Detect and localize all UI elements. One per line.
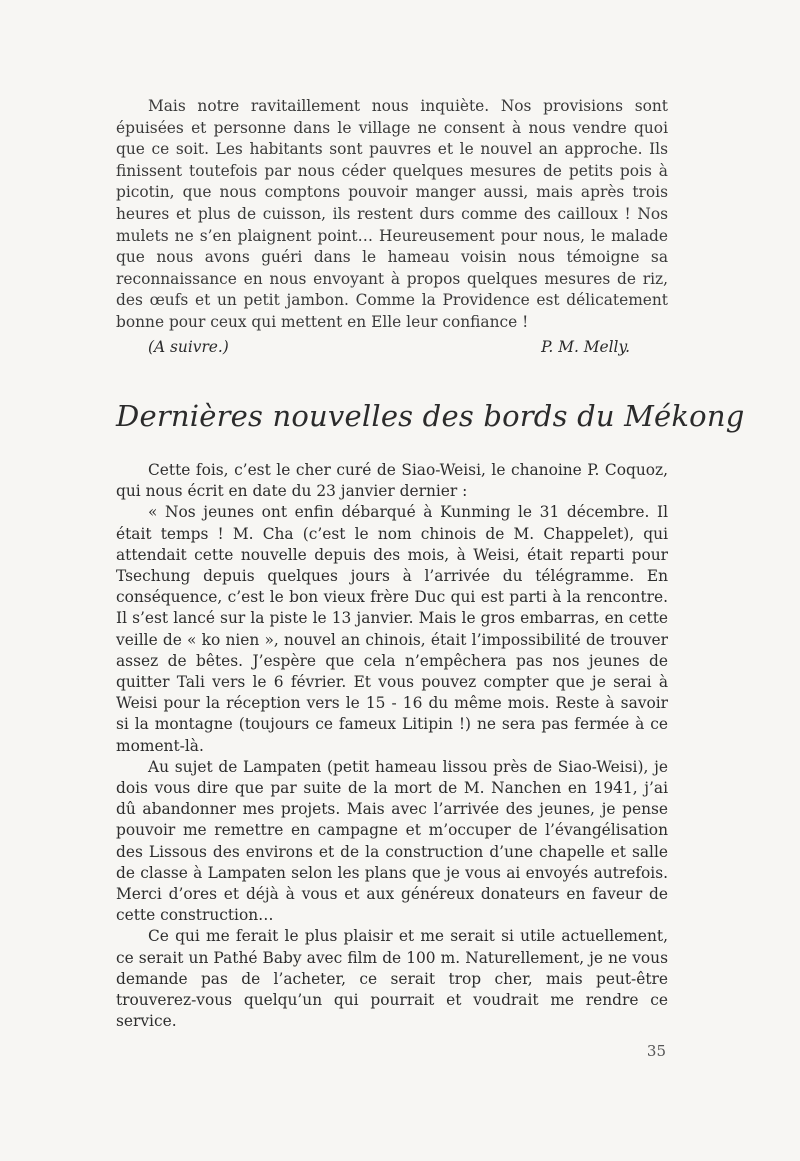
page-number: 35 — [646, 1042, 666, 1060]
section-paragraph-letter: « Nos jeunes ont enfin débarqué à Kunming le 31 décembre. Il était temps ! M. Cha (c’est le nom chinois de M. Chappelet), qui attendait cette nouvelle depuis des mois, à Weisi, était reparti pour Tsechung depuis quelques jours à l’arrivée du télégramme. En conséquence, c’est le bon vieux frère Duc qui est parti à la rencontre. Il s’est lancé sur la piste le 13 janvier. Mais le gros embarras, en cette veille de « ko nien », nouvel an chinois, était l’impossibilité de trouver assez de bêtes. J’espère que cela n’empêchera pas nos jeunes de quitter Tali vers le 6 février. Et vous pouvez compter que je serai à Weisi pour la réception vers le 15 - 16 du même mois. Reste à savoir si la montagne (toujours ce fameux Litipin !) ne sera pas fermée à ce moment-là. — [116, 503, 668, 755]
article-closing-paragraph: Mais notre ravitaillement nous inquiète. Nos provisions sont épuisées et personne dans le village ne consent à nous vendre quoi que ce soit. Les habitants sont pauvres et le nouvel an approche. Ils finissent toutefois par nous céder quelques mesures de petits pois à picotin, que nous comptons pouvoir manger aussi, mais après trois heures et plus de cuisson, ils restent durs comme des cailloux ! Nos mulets ne s’en plaignent point… Heureusement pour nous, le malade que nous avons guéri dans le hameau voisin nous témoigne sa reconnaissance en nous envoyant à propos quelques mesures de riz, des œufs et un petit jambon. Comme la Providence est délicatement bonne pour ceux qui mettent en Elle leur confiance ! — [116, 97, 668, 331]
section-title: Dernières nouvelles des bords du Mékong — [116, 399, 745, 433]
author-signature: P. M. Melly. — [541, 338, 630, 356]
section-paragraph-request: Ce qui me ferait le plus plaisir et me serait si utile actuellement, ce serait un Pathé Baby avec film de 100 m. Naturellement, je ne vous demande pas de l’acheter, ce serait trop cher, mais peut-être trouverez-vous quelqu’un qui pourrait et voudrait me rendre ce service. — [116, 927, 668, 1031]
to-be-continued-note: (A suivre.) — [148, 338, 229, 356]
section-body — [116, 460, 668, 1032]
section-paragraph-intro: Cette fois, c’est le cher curé de Siao-Weisi, le chanoine P. Coquoz, qui nous écrit en date du 23 janvier dernier : — [116, 461, 668, 501]
article-signoff — [148, 338, 630, 360]
section-paragraph-lampaten: Au sujet de Lampaten (petit hameau lissou près de Siao-Weisi), je dois vous dire que par suite de la mort de M. Nanchen en 1941, j’ai dû abandonner mes projets. Mais avec l’arrivée des jeunes, je pense pouvoir me remettre en campagne et m’occuper de l’évangélisation des Lissous des environs et de la construction d’une chapelle et salle de classe à Lampaten selon les plans que je vous ai envoyés autrefois. Merci d’ores et déjà à vous et aux généreux donateurs en faveur de cette construction… — [116, 757, 668, 925]
